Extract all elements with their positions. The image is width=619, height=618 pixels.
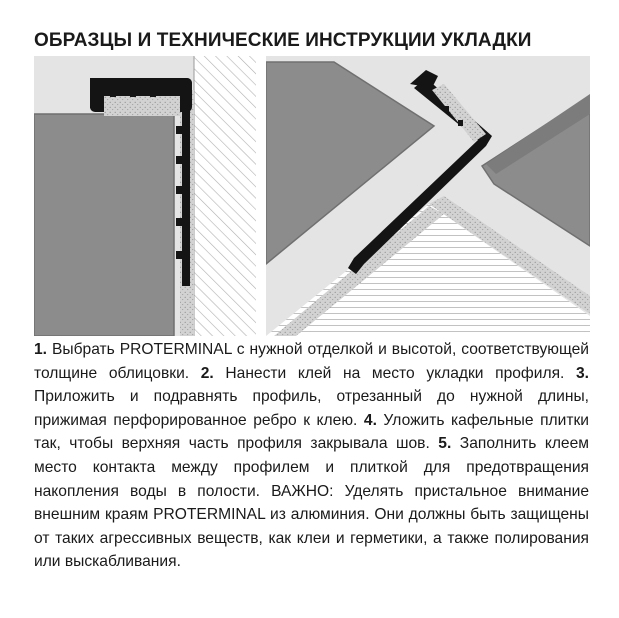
step-3-text: Приложить и подравнять профиль, отрезанный до нужной длины, прижимая перфорированное ребро к клею. [34,388,589,429]
step-1-number: 1. [34,341,48,358]
page-title: ОБРАЗЦЫ И ТЕХНИЧЕСКИЕ ИНСТРУКЦИИ УКЛАДКИ [34,30,532,51]
right-diagram [266,56,590,336]
step-5-text: Заполнить клеем место контакта между профилем и плиткой для предотвращения накопления воды в полости. ВАЖНО: Уделять пристальное внимание внешним краям PROTERMINAL из алюминия. Они должны быть защищены от таких агрессивных веществ, как клеи и герметики, а также полирования или выскабливания. [34,435,589,571]
step-4-text: Уложить кафельные плитки так, чтобы верхняя часть профиля закрывала шов. [34,411,589,453]
instructions [34,338,589,574]
step-4-number: 4. [363,411,377,429]
step-2-text: Нанести клей на место укладки профиля. [213,364,576,382]
step-1-text: Выбрать PROTERMINAL с нужной отделкой и высотой, соответствующей толщине облицовки. [34,341,589,382]
instructions-paragraph [34,338,589,574]
step-5-number: 5. [438,435,452,453]
installation-figures [34,56,590,336]
installation-diagrams [34,56,590,336]
left-diagram [34,56,256,336]
step-3-number: 3. [575,364,589,382]
step-2-number: 2. [200,364,214,382]
